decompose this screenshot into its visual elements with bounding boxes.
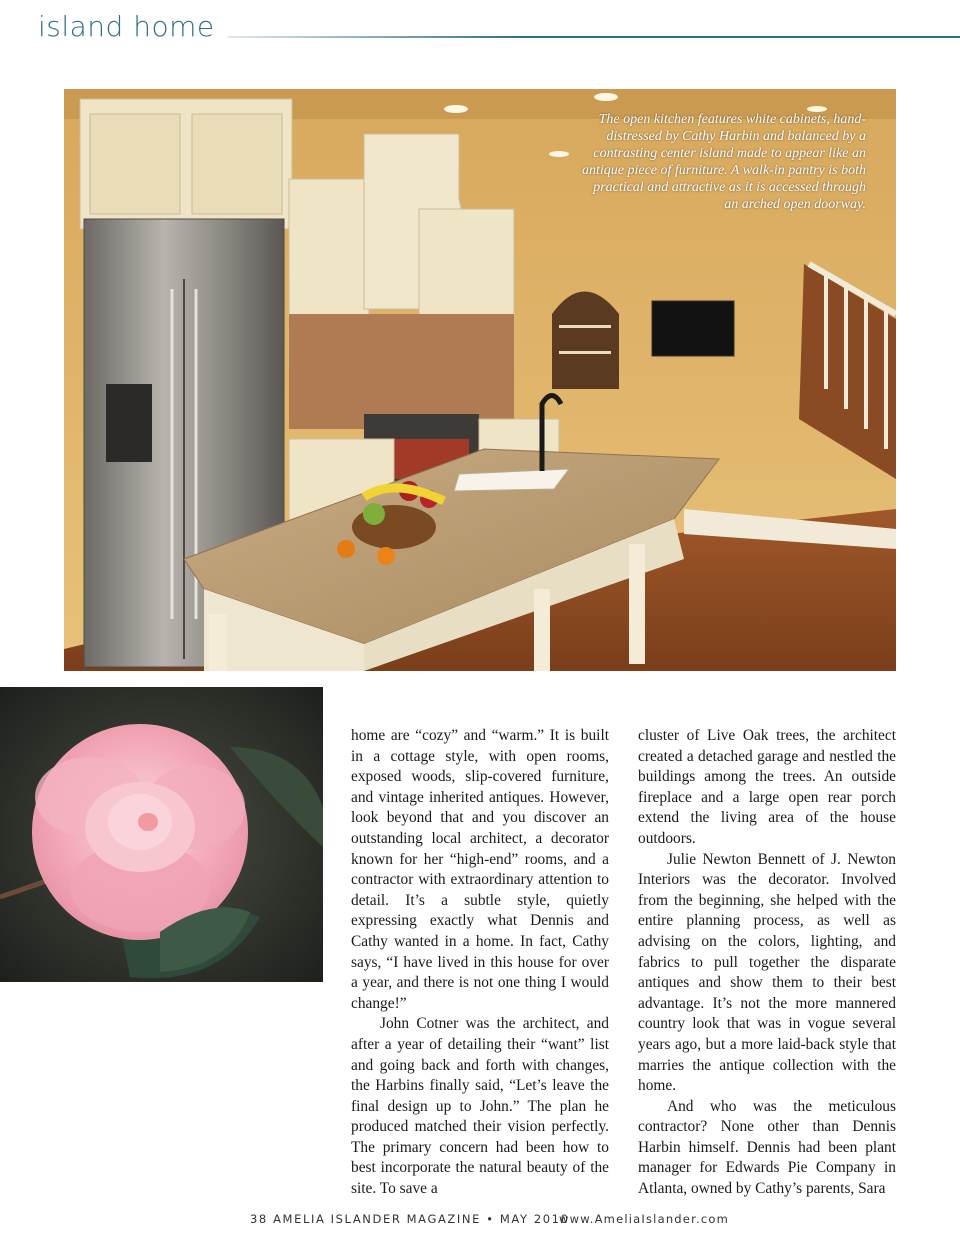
article-paragraph: And who was the meticulous contractor? None other than Dennis Harbin himself. Dennis had been plant manager for Edwards Pie Company in Atlanta, owned by Cathy’s parents, Sara: [638, 1097, 896, 1198]
section-title: island home: [38, 10, 215, 43]
article-left-column: [351, 726, 609, 1200]
footer-website-link[interactable]: www.AmeliaIslander.com: [559, 1212, 729, 1226]
article-paragraph: cluster of Live Oak trees, the architect created a detached garage and nestled the buildings among the trees. An outside fireplace and a large open rear porch extend the living area of the house outdoors.: [638, 727, 896, 847]
article-paragraph: home are “cozy” and “warm.” It is built in a cottage style, with open rooms, exposed woods, slip-covered furniture, and vintage inherited antiques. However, look beyond that and you discover an outstanding local architect, a decorator known for her “high-end” rooms, and a contractor with extraordinary attention to detail. It’s a subtle style, quietly expressing exactly what Dennis and Cathy wanted in a home. In fact, Cathy says, “I have lived in this house for over a year, and there is not one thing I would change!”: [351, 727, 609, 1012]
camellia-flower-photo: [0, 687, 323, 982]
header-rule: [228, 36, 960, 38]
article-paragraph: Julie Newton Bennett of J. Newton Interiors was the decorator. Involved from the beginning, she helped with the entire planning process, as well as advising on the colors, lighting, and fabrics to pull together the disparate antiques and show them to their best advantage. It’s not the more mannered country look that was in vogue several years ago, but a more laid-back style that marries the antique collection with the home.: [638, 850, 896, 1095]
kitchen-photo: [64, 89, 896, 671]
article-right-column: [638, 726, 896, 1200]
footer-issue-line: 38 AMELIA ISLANDER MAGAZINE • MAY 2010: [250, 1212, 570, 1226]
kitchen-photo-caption: The open kitchen features white cabinets, hand-distressed by Cathy Harbin and balanced by a contrasting center island made to appear like an antique piece of furniture. A walk-in pantry is both practical and attractive as it is accessed through an arched open doorway.: [582, 112, 866, 212]
article-paragraph: John Cotner was the architect, and after a year of detailing their “want” list and going back and forth with changes, the Harbins finally said, “Let’s leave the final design up to John.” The plan he produced matched their vision perfectly. The primary concern had been how to best incorporate the natural beauty of the site. To save a: [351, 1015, 609, 1198]
